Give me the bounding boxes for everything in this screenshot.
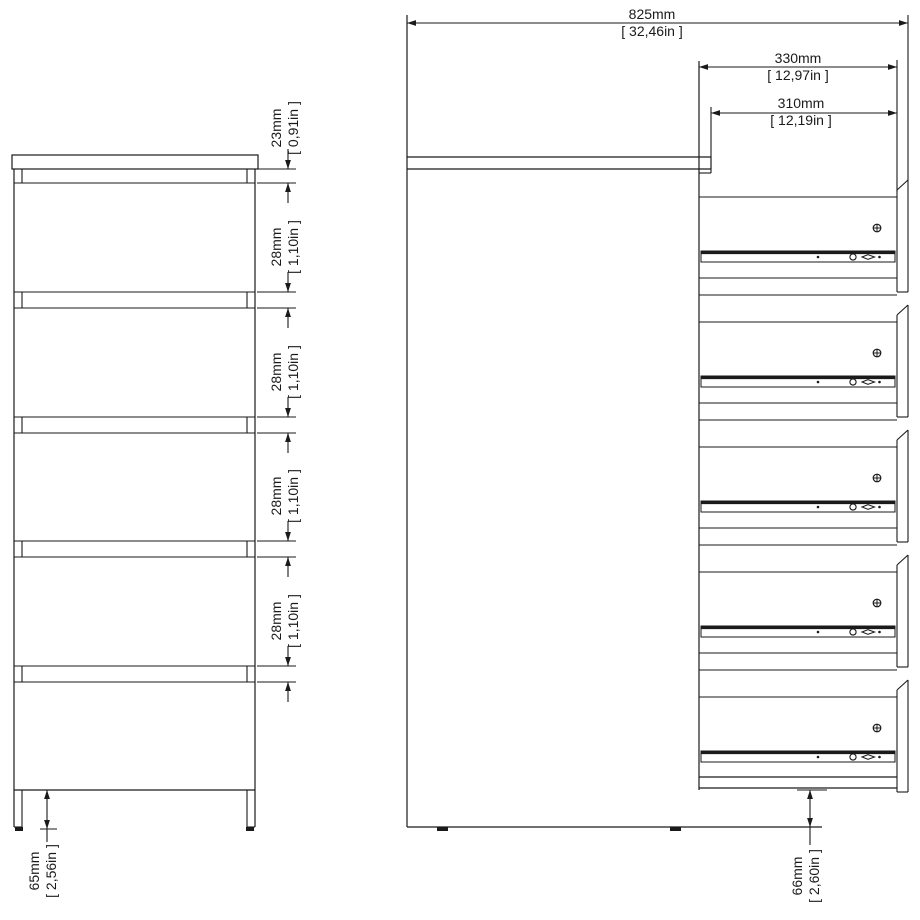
dim-in-value: [ 1,10in ] [285,220,301,274]
front-view-dimension-lines [407,15,908,845]
dimension-arrowhead [285,657,291,666]
drawer-slide-rail [701,626,895,637]
dimension-arrowhead [711,110,720,116]
dimension-arrowhead [285,682,291,691]
drawer-gap-band [14,417,255,433]
phillips-screw-head-icon [873,224,881,232]
dim-mm-value: 28mm [268,601,284,641]
drawer-slide-rail [701,501,895,512]
drawer-front-edge-profile [897,430,908,542]
drawer-gap-band [14,169,255,183]
foot-glide [437,827,448,831]
dim-overall-width [621,6,683,40]
dimension-arrowhead [285,308,291,317]
dimension-arrowhead [285,283,291,292]
foot-glide [15,827,23,831]
dimension-arrowhead [44,820,50,829]
drawer-box-side-profile [699,295,908,417]
dimension-arrowhead [699,64,708,70]
front-view-structure [407,15,908,831]
top-panel-profile [12,155,258,169]
dimension-arrowhead [888,110,897,116]
dimension-arrowhead [807,790,813,799]
dim-in-value: [ 32,46in ] [621,23,683,39]
dim-base-right-lines [797,790,827,845]
dim-drawer-gap-4 [268,594,302,648]
drawer-slide-rail [701,376,895,387]
dim-in-value: [ 12,97in ] [767,67,829,83]
foot-glide [670,827,681,831]
dim-mm-value: 65mm [26,851,42,891]
drawer-box-side-profile [699,670,908,792]
drawer-front-edge-profile [897,305,908,417]
dim-upper-inner-width [767,50,829,84]
phillips-screw-head-icon [873,349,881,357]
dimension-arrowhead [285,408,291,417]
drawer-front-edge-profile [897,555,908,667]
dimension-arrowhead [807,818,813,827]
drawer-gap-band [14,666,255,682]
side-view-dimension-lines [40,149,296,842]
dimension-arrowhead [285,557,291,566]
drawer-box-side-profile [699,420,908,542]
dimension-arrowhead [285,160,291,169]
dim-in-value: [ 2,60in ] [806,849,822,903]
dim-mm-value: 23mm [268,108,284,148]
dimension-arrowhead [407,20,416,26]
dim-gap-lines [257,397,296,453]
dim-in-value: [ 2,56in ] [43,844,59,898]
dim-base-height-left [26,844,60,898]
dim-drawer-gap-2 [268,345,302,399]
dim-drawer-gap-3 [268,469,302,523]
dim-base-height-right [789,849,823,903]
dim-lower-inner-width [770,95,832,129]
dimension-arrowhead [44,790,50,799]
dimension-arrowhead [285,433,291,442]
dim-mm-value: 28mm [268,352,284,392]
drawer-gap-band [14,292,255,308]
drawer-gap-band [14,541,255,557]
dim-in-value: [ 0,91in ] [285,101,301,155]
phillips-screw-head-icon [873,599,881,607]
dimension-arrowhead [285,183,291,192]
dimension-arrowhead [899,20,908,26]
dim-mm-value: 825mm [628,6,676,22]
dim-mm-value: 28mm [268,227,284,267]
drawer-slide-rail [701,751,895,762]
side-view-structure [12,155,258,831]
dim-mm-value: 310mm [777,95,825,111]
dim-top-gap [268,101,302,155]
dim-mm-value: 330mm [774,50,822,66]
dim-mm-value: 66mm [789,856,805,896]
foot-glide [246,827,254,831]
dimension-arrowhead [285,532,291,541]
dim-drawer-gap-1 [268,220,302,274]
dim-gap-lines [257,521,296,577]
dim-in-value: [ 12,19in ] [770,112,832,128]
drawer-box-side-profile [699,545,908,667]
dim-gap-lines [257,149,296,203]
dim-in-value: [ 1,10in ] [285,345,301,399]
dim-mm-value: 28mm [268,476,284,516]
drawer-slide-rail [701,251,895,262]
dim-in-value: [ 1,10in ] [285,594,301,648]
phillips-screw-head-icon [873,474,881,482]
dim-gap-lines [257,646,296,702]
dim-in-value: [ 1,10in ] [285,469,301,523]
dim-gap-lines [257,272,296,328]
drawer-box-side-profile [699,180,908,292]
dim-base-left-lines [40,790,57,842]
phillips-screw-head-icon [873,724,881,732]
drawer-front-edge-profile [897,180,908,292]
dimension-arrowhead [888,64,897,70]
drawer-front-edge-profile [897,680,908,792]
